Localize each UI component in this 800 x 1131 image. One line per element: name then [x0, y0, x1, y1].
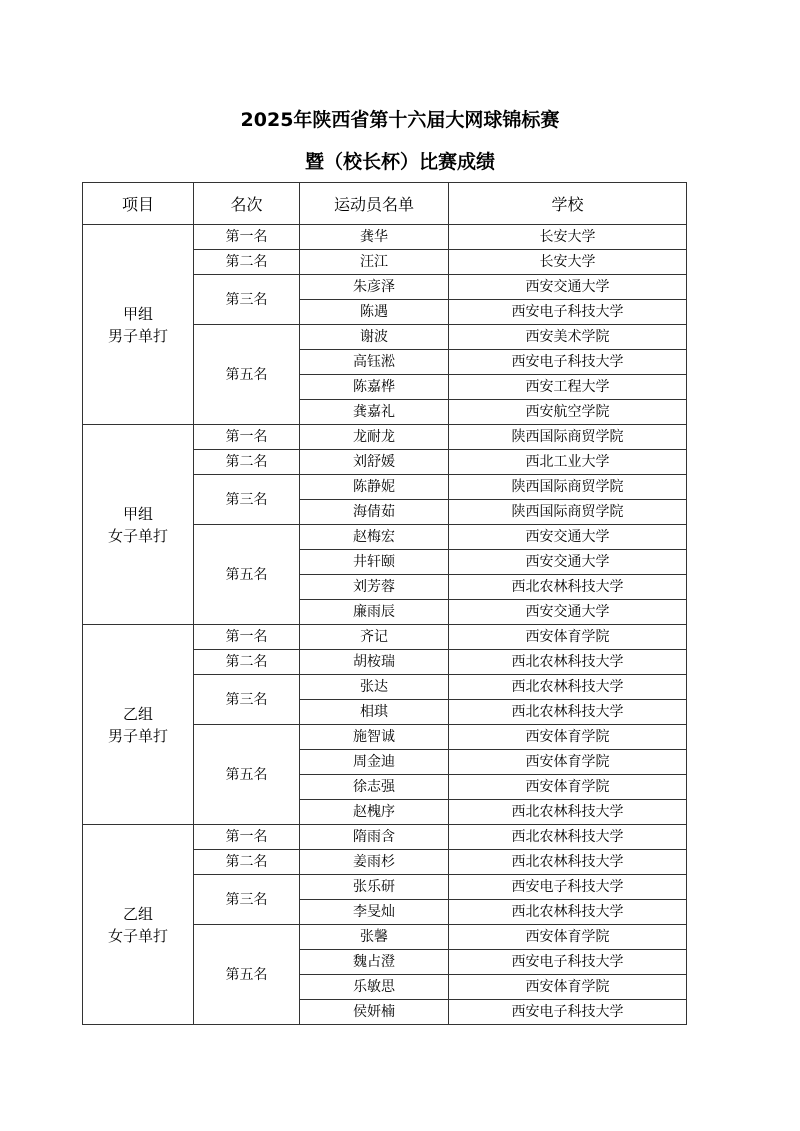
event-type-label: 男子单打 [107, 726, 168, 745]
athlete-name-cell: 张乐研 [300, 875, 449, 900]
rank-cell: 第二名 [194, 450, 300, 475]
school-cell: 西安航空学院 [449, 400, 687, 425]
athlete-name-cell: 乐敏思 [300, 975, 449, 1000]
school-cell: 西安电子科技大学 [449, 300, 687, 325]
athlete-name-cell: 陈静妮 [300, 475, 449, 500]
rank-cell: 第三名 [194, 475, 300, 525]
school-cell: 西北农林科技大学 [449, 575, 687, 600]
rank-cell: 第五名 [194, 525, 300, 625]
athlete-name-cell: 刘舒媛 [300, 450, 449, 475]
athlete-name-cell: 海倩茹 [300, 500, 449, 525]
school-cell: 西北农林科技大学 [449, 650, 687, 675]
results-table [82, 182, 687, 1025]
athlete-name-cell: 龙耐龙 [300, 425, 449, 450]
event-group-label: 甲组 [122, 504, 153, 523]
school-cell: 西安工程大学 [449, 375, 687, 400]
event-type-label: 男子单打 [107, 326, 168, 345]
athlete-name-cell: 姜雨杉 [300, 850, 449, 875]
rank-cell: 第五名 [194, 925, 300, 1025]
school-cell: 西安体育学院 [449, 625, 687, 650]
school-cell: 陕西国际商贸学院 [449, 475, 687, 500]
event-type-label: 女子单打 [107, 526, 168, 545]
header-school: 学校 [449, 183, 687, 225]
rank-cell: 第五名 [194, 725, 300, 825]
table-row [83, 425, 687, 450]
page-title: 2025年陕西省第十六届大网球锦标赛 [240, 109, 560, 131]
event-group-label: 乙组 [122, 904, 153, 923]
header-rank: 名次 [194, 183, 300, 225]
table-header-row [83, 183, 687, 225]
school-cell: 西安交通大学 [449, 600, 687, 625]
school-cell: 西安电子科技大学 [449, 875, 687, 900]
athlete-name-cell: 陈嘉桦 [300, 375, 449, 400]
athlete-name-cell: 赵梅宏 [300, 525, 449, 550]
athlete-name-cell: 廉雨辰 [300, 600, 449, 625]
athlete-name-cell: 龚嘉礼 [300, 400, 449, 425]
school-cell: 西北农林科技大学 [449, 700, 687, 725]
event-type-label: 女子单打 [107, 926, 168, 945]
school-cell: 西安电子科技大学 [449, 350, 687, 375]
athlete-name-cell: 张达 [300, 675, 449, 700]
athlete-name-cell: 魏占澄 [300, 950, 449, 975]
school-cell: 陕西国际商贸学院 [449, 425, 687, 450]
header-athletes: 运动员名单 [300, 183, 449, 225]
athlete-name-cell: 汪江 [300, 250, 449, 275]
event-cell [83, 225, 194, 425]
school-cell: 西安体育学院 [449, 775, 687, 800]
rank-cell: 第三名 [194, 675, 300, 725]
rank-cell: 第一名 [194, 425, 300, 450]
athlete-name-cell: 徐志强 [300, 775, 449, 800]
athlete-name-cell: 井轩颐 [300, 550, 449, 575]
rank-cell: 第三名 [194, 275, 300, 325]
rank-cell: 第一名 [194, 825, 300, 850]
school-cell: 西安交通大学 [449, 525, 687, 550]
school-cell: 西安交通大学 [449, 550, 687, 575]
event-cell [83, 825, 194, 1025]
event-cell [83, 425, 194, 625]
page-subtitle: 暨（校长杯）比赛成绩 [304, 151, 495, 173]
rank-cell: 第二名 [194, 250, 300, 275]
school-cell: 西安美术学院 [449, 325, 687, 350]
school-cell: 西安电子科技大学 [449, 950, 687, 975]
school-cell: 西安体育学院 [449, 750, 687, 775]
athlete-name-cell: 赵槐序 [300, 800, 449, 825]
school-cell: 西北农林科技大学 [449, 900, 687, 925]
athlete-name-cell: 谢波 [300, 325, 449, 350]
rank-cell: 第五名 [194, 325, 300, 425]
athlete-name-cell: 龚华 [300, 225, 449, 250]
rank-cell: 第三名 [194, 875, 300, 925]
header-event: 项目 [83, 183, 194, 225]
athlete-name-cell: 隋雨含 [300, 825, 449, 850]
athlete-name-cell: 高钰淞 [300, 350, 449, 375]
rank-cell: 第一名 [194, 225, 300, 250]
rank-cell: 第一名 [194, 625, 300, 650]
athlete-name-cell: 朱彦泽 [300, 275, 449, 300]
athlete-name-cell: 侯妍楠 [300, 1000, 449, 1025]
athlete-name-cell: 施智诚 [300, 725, 449, 750]
athlete-name-cell: 张馨 [300, 925, 449, 950]
athlete-name-cell: 齐记 [300, 625, 449, 650]
school-cell: 西北农林科技大学 [449, 800, 687, 825]
event-group-label: 甲组 [122, 304, 153, 323]
school-cell: 西北农林科技大学 [449, 825, 687, 850]
athlete-name-cell: 相琪 [300, 700, 449, 725]
athlete-name-cell: 刘芳蓉 [300, 575, 449, 600]
school-cell: 西安交通大学 [449, 275, 687, 300]
event-cell [83, 625, 194, 825]
results-body [83, 225, 687, 1025]
school-cell: 西安体育学院 [449, 925, 687, 950]
rank-cell: 第二名 [194, 850, 300, 875]
school-cell: 西北工业大学 [449, 450, 687, 475]
school-cell: 长安大学 [449, 225, 687, 250]
table-row [83, 225, 687, 250]
athlete-name-cell: 陈遇 [300, 300, 449, 325]
school-cell: 西北农林科技大学 [449, 850, 687, 875]
table-row [83, 625, 687, 650]
school-cell: 西北农林科技大学 [449, 675, 687, 700]
school-cell: 西安体育学院 [449, 975, 687, 1000]
athlete-name-cell: 周金迪 [300, 750, 449, 775]
school-cell: 西安体育学院 [449, 725, 687, 750]
event-group-label: 乙组 [122, 704, 153, 723]
school-cell: 陕西国际商贸学院 [449, 500, 687, 525]
athlete-name-cell: 李旻灿 [300, 900, 449, 925]
athlete-name-cell: 胡桉瑞 [300, 650, 449, 675]
school-cell: 长安大学 [449, 250, 687, 275]
rank-cell: 第二名 [194, 650, 300, 675]
table-row [83, 825, 687, 850]
school-cell: 西安电子科技大学 [449, 1000, 687, 1025]
